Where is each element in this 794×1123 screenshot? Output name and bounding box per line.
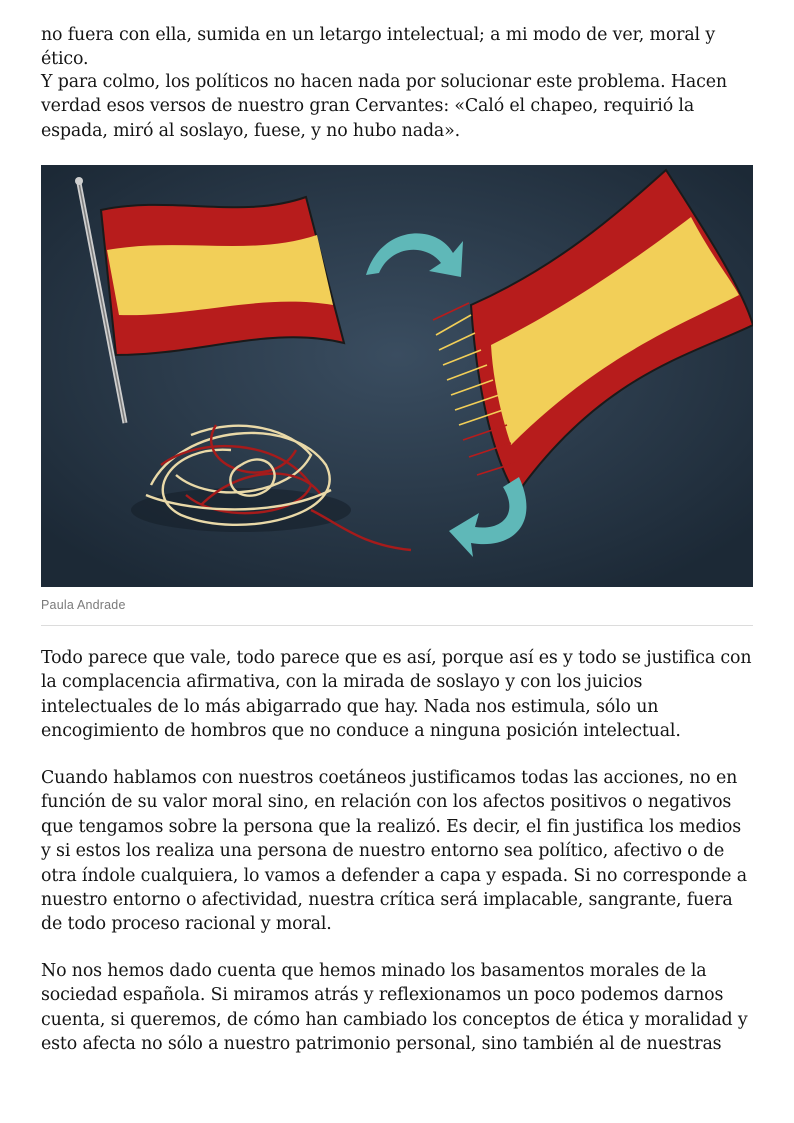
illustration-spanish-flag-unraveling-icon bbox=[41, 165, 753, 587]
paragraph-complacencia: Todo parece que vale, todo parece que es así, porque así es y todo se justifica con la complacencia afirmativa, con la mirada de soslayo y con los juicios intelectuales de lo más abigarrado que hay. Nada nos estimula, sólo un encogimiento de hombros que no conduce a ninguna posición intelectual. bbox=[41, 648, 752, 742]
paragraph-basamentos: No nos hemos dado cuenta que hemos minado los basamentos morales de la sociedad española. Si miramos atrás y reflexionamos un poco podemos darnos cuenta, si queremos, de cómo han cambiado los conceptos de ética y moralidad y esto afecta no sólo a nuestro patrimonio personal, sino también al de nuestras bbox=[41, 961, 748, 1055]
paragraph-coetaneos: Cuando hablamos con nuestros coetáneos justificamos todas las acciones, no en función de su valor moral sino, en relación con los afectos positivos o negativos que tengamos sobre la persona que la realizó. Es decir, el fin justifica los medios y si estos los realiza una persona de nuestro entorno sea político, afectivo o de otra índole cualquiera, lo vamos a defender a capa y espada. Si no corresponde a nuestro entorno o afectividad, nuestra crítica será implacable, sangrante, fuera de todo proceso racional y moral. bbox=[41, 768, 747, 935]
caption-divider bbox=[41, 625, 753, 626]
paragraph-intro: no fuera con ella, sumida en un letargo intelectual; a mi modo de ver, moral y ético. bbox=[41, 25, 716, 70]
paragraph-cervantes-quote: Y para colmo, los políticos no hacen nada por solucionar este problema. Hacen verdad esos versos de nuestro gran Cervantes: «Caló el chapeo, requirió la espada, miró al soslayo, fuese, y no hubo nada». bbox=[41, 72, 727, 141]
article-illustration bbox=[41, 165, 753, 587]
image-caption: Paula Andrade bbox=[41, 598, 126, 612]
